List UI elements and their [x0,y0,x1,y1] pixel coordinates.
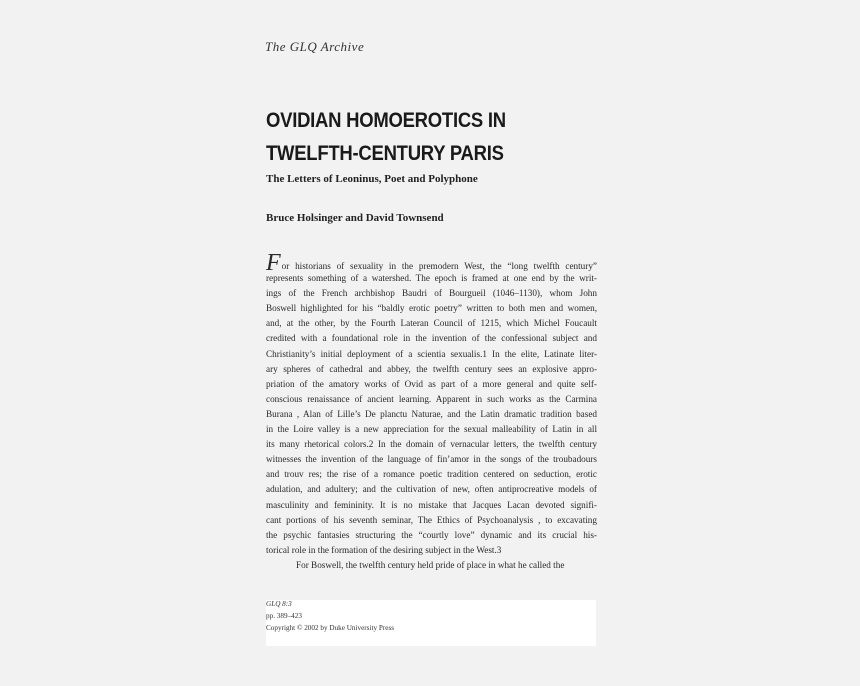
body-line: ings of the French archbishop Baudri of Bourgueil (1046–1130), whom John [266,288,597,299]
body-line: For Boswell, the twelfth century held pride of place in what he called the [296,559,565,570]
body-line: its many rhetorical colors.2 In the domain of vernacular letters, the twelfth century [266,439,597,450]
body-line: ary spheres of cathedral and abbey, the twelfth century sees an explosive appro- [266,363,597,374]
page-range: pp. 389–423 [266,612,302,620]
body-line: Burana , Alan of Lille’s De planctu Naturae, and the Latin dramatic tradition based [266,408,597,419]
body-line: and trouv res; the rise of a romance poetic tradition centered on seduction, erotic [266,469,597,480]
body-line: the psychic fantasies structuring the “courtly love” dynamic and its crucial his- [266,529,597,540]
copyright: Copyright © 2002 by Duke University Press [266,624,395,632]
body-text [266,250,597,573]
body-line: adulation, and adultery; and the cultivation of new, often antiprocreative models of [266,484,597,495]
title-line-2: TWELFTH-CENTURY PARIS [266,141,504,165]
body-line: witnesses the invention of the language of fin’amor in the songs of the troubadours [266,454,597,465]
article-authors: Bruce Holsinger and David Townsend [266,212,444,224]
drop-cap: F [266,250,281,276]
body-line: torical role in the formation of the desiring subject in the West.3 [266,544,502,555]
publication-info [266,600,596,646]
body-line: in the Loire valley is a new appreciation for the sexual malleability of Latin in all [266,424,597,435]
body-line: conscious renaissance of ancient learning. Apparent in such works as the Carmina [266,393,597,404]
title-line-1: OVIDIAN HOMOEROTICS IN [266,108,506,132]
body-line: Boswell highlighted for his “baldly erotic poetry” written to both men and women, [266,303,597,314]
article-subtitle: The Letters of Leoninus, Poet and Polyphone [266,173,478,185]
body-line: priation of the amatory works of Ovid as part of a more general and quite self- [266,378,597,389]
journal-issue: GLQ 8:3 [266,600,292,608]
body-line: represents something of a watershed. The epoch is framed at one end by the writ- [266,273,597,284]
running-head: The GLQ Archive [265,39,365,54]
body-line: Christianity’s initial deployment of a scientia sexualis.1 In the elite, Latinate liter- [266,348,597,359]
article-title [266,104,558,170]
body-line: cant portions of his seventh seminar, The Ethics of Psychoanalysis , to excavating [266,514,597,525]
body-line: masculinity and femininity. It is no mistake that Jacques Lacan devoted signifi- [266,499,597,510]
body-line: and, at the other, by the Fourth Lateran Council of 1215, which Michel Foucault [266,318,597,329]
body-line: credited with a foundational role in the invention of the confessional subject and [266,333,597,344]
body-line: For historians of sexuality in the premodern West, the “long twelfth century” [266,250,597,276]
